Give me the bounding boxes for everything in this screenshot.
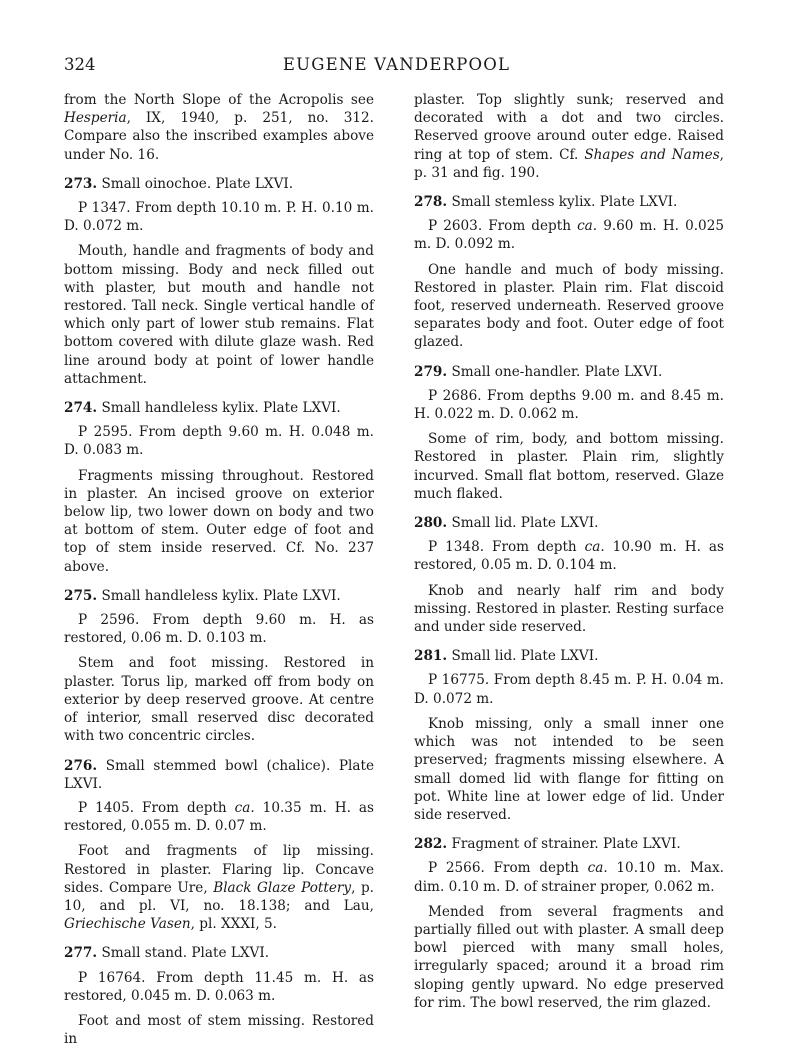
continuation-text: from the North Slope of the Acropolis see Hesperia, IX, 1940, p. 251, no. 312. Compare also the inscribed examples above under No. 16. bbox=[64, 92, 374, 163]
entry-heading: 279. Small one-handler. Plate LXVI. bbox=[414, 363, 663, 380]
right-column bbox=[414, 91, 724, 1012]
catalog-entry-275 bbox=[64, 587, 374, 746]
entry-meta: P 2603. From depth ca. 9.60 m. H. 0.025 m. D. 0.092 m. bbox=[414, 218, 724, 253]
entry-heading: 276. Small stemmed bowl (chalice). Plate LXVI. bbox=[64, 757, 375, 792]
catalog-entry-279 bbox=[414, 363, 724, 503]
catalog-entry-281 bbox=[414, 647, 724, 824]
entry-description: Fragments missing throughout. Restored in plaster. An incised groove on exterior below lip, two lower down on body and two at bottom of stem. Outer edge of foot and top of stem inside reserved. Cf. No. 237 above. bbox=[64, 467, 374, 575]
entry-heading: 275. Small handleless kylix. Plate LXVI. bbox=[64, 587, 341, 604]
entry-description: Foot and fragments of lip missing. Restored in plaster. Flaring lip. Concave sides. Compare Ure, Black Glaze Pottery, p. 10, and pl. VI, no. 18.138; and Lau, Griechische Vasen, pl. XXXI, 5. bbox=[64, 843, 374, 933]
running-head: EUGENE VANDERPOOL bbox=[282, 55, 511, 74]
catalog-entry-273 bbox=[64, 175, 374, 388]
catalog-entry-282 bbox=[414, 835, 724, 1012]
entry-meta: P 2595. From depth 9.60 m. H. 0.048 m. D. 0.083 m. bbox=[64, 424, 374, 459]
entry-meta: P 2686. From depths 9.00 m. and 8.45 m. H. 0.022 m. D. 0.062 m. bbox=[414, 387, 724, 423]
continuation-text: plaster. Top slightly sunk; reserved and decorated with a dot and two circles. Reserved groove around outer edge. Raised ring at top of stem. Cf. Shapes and Names, p. 31 and fig. 190. bbox=[414, 92, 724, 181]
entry-description: Mouth, handle and fragments of body and bottom missing. Body and neck filled out with plaster, but mouth and handle not restored. Tall neck. Single vertical handle of which only part of lower stub remains. Flat bottom covered with dilute glaze wash. Red line around body at point of lower handle attachment. bbox=[64, 243, 374, 387]
entry-meta: P 1347. From depth 10.10 m. P. H. 0.10 m. D. 0.072 m. bbox=[64, 200, 374, 235]
catalog-entry-280 bbox=[414, 514, 724, 636]
entry-heading: 282. Fragment of strainer. Plate LXVI. bbox=[414, 836, 681, 853]
entry-description: Knob missing, only a small inner one which was not intended to be seen preserved; fragments missing elsewhere. A small domed lid with flange for fitting on pot. White line at lower edge of lid. Under side reserved. bbox=[414, 715, 724, 823]
entry-heading: 273. Small oinochoe. Plate LXVI. bbox=[64, 175, 294, 192]
entry-description: One handle and much of body missing. Restored in plaster. Plain rim. Flat discoid foot, reserved underneath. Reserved groove separates body and foot. Outer edge of foot glazed. bbox=[414, 261, 724, 351]
page-number: 324 bbox=[64, 55, 96, 74]
entry-meta: P 16764. From depth 11.45 m. H. as restored, 0.045 m. D. 0.063 m. bbox=[64, 969, 374, 1004]
entry-description: Mended from several fragments and partially filled out with plaster. A small deep bowl pierced with many small holes, irregularly spaced; around it a broad rim sloping gently upward. No edge preserved for rim. The bowl reserved, the rim glazed. bbox=[414, 903, 724, 1011]
entry-heading: 278. Small stemless kylix. Plate LXVI. bbox=[414, 194, 678, 211]
entry-description: Some of rim, body, and bottom missing. Restored in plaster. Plain rim, slightly incurved. Small flat bottom, reserved. Glaze much flaked. bbox=[414, 431, 724, 502]
entry-description: Foot and most of stem missing. Restored in bbox=[64, 1012, 374, 1048]
entry-heading: 280. Small lid. Plate LXVI. bbox=[414, 515, 599, 532]
entry-heading: 277. Small stand. Plate LXVI. bbox=[64, 945, 270, 962]
entry-meta: P 2596. From depth 9.60 m. H. as restored, 0.06 m. D. 0.103 m. bbox=[64, 612, 374, 647]
entry-description: Stem and foot missing. Restored in plaster. Torus lip, marked off from body on exterior by deep reserved groove. At centre of interior, small reserved disc decorated with two concentric circles. bbox=[64, 655, 374, 745]
left-column bbox=[64, 91, 374, 1048]
page-header bbox=[64, 55, 729, 79]
catalog-entry-277 bbox=[64, 944, 374, 1048]
catalog-entry-274 bbox=[64, 399, 374, 576]
entry-heading: 281. Small lid. Plate LXVI. bbox=[414, 648, 599, 665]
catalog-entry-276 bbox=[64, 757, 374, 934]
entry-meta: P 1348. From depth ca. 10.90 m. H. as restored, 0.05 m. D. 0.104 m. bbox=[414, 539, 724, 574]
entry-heading: 274. Small handleless kylix. Plate LXVI. bbox=[64, 400, 341, 417]
catalog-entry-278 bbox=[414, 193, 724, 352]
entry-description: Knob and nearly half rim and body missing. Restored in plaster. Resting surface and under side reserved. bbox=[414, 582, 724, 636]
entry-meta: P 1405. From depth ca. 10.35 m. H. as restored, 0.055 m. D. 0.07 m. bbox=[64, 799, 374, 835]
entry-meta: P 2566. From depth ca. 10.10 m. Max. dim. 0.10 m. D. of strainer proper, 0.062 m. bbox=[414, 860, 724, 895]
entry-meta: P 16775. From depth 8.45 m. P. H. 0.04 m. D. 0.072 m. bbox=[414, 672, 724, 707]
